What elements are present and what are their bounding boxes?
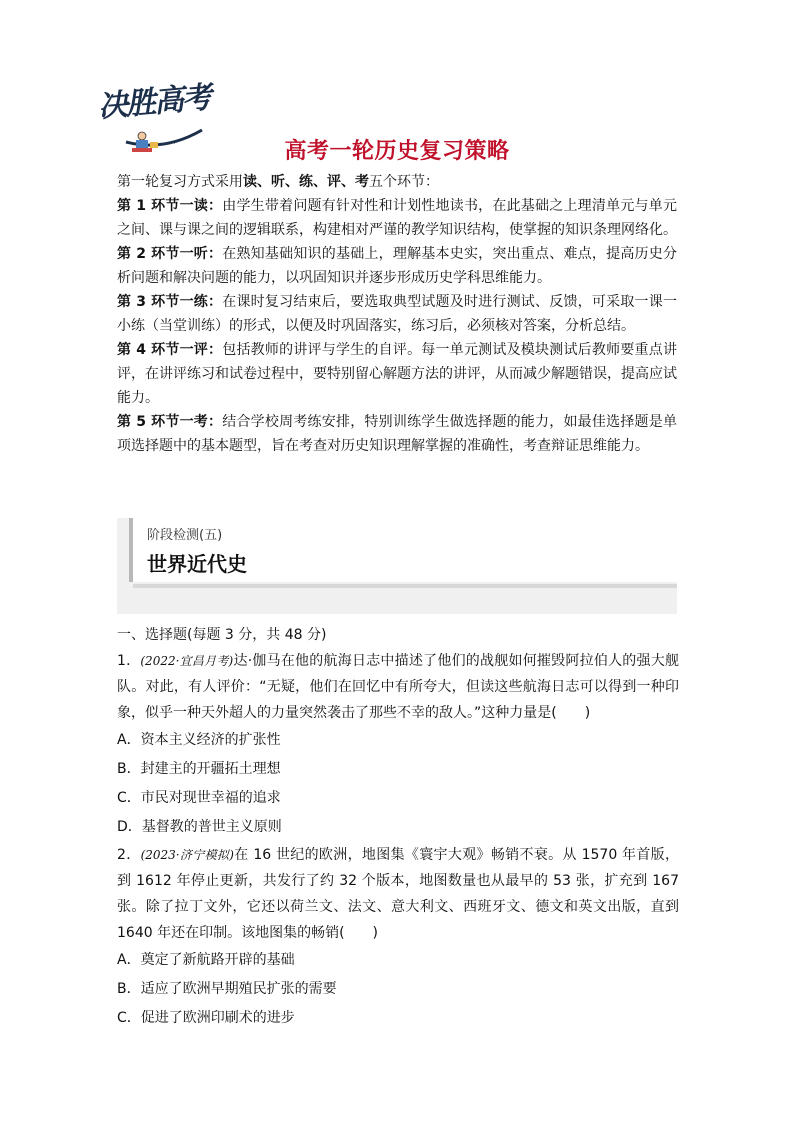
strategy-section — [117, 170, 677, 458]
banner-subtitle: 阶段检测(五) — [147, 528, 223, 543]
question-source: (2022·宜昌月考) — [140, 654, 234, 668]
answer-option: A．奠定了新航路开辟的基础 — [117, 952, 295, 968]
intro-paragraph — [117, 170, 677, 194]
answer-option: C．市民对现世幸福的追求 — [117, 790, 281, 806]
step-paragraph — [117, 194, 677, 242]
step-text: 包括教师的讲评与学生的自评。每一单元测试及模块测试后教师要重点讲评，在讲评练习和试卷过程中，要特别留心解题方法的讲评，从而减少解题错误，提高应试能力。 — [117, 342, 677, 406]
step-paragraph — [117, 410, 677, 458]
answer-option: B．适应了欧洲早期殖民扩张的需要 — [117, 981, 337, 997]
page-title: 高考一轮历史复习策略 — [284, 139, 510, 164]
step-label: 第 4 环节一评： — [117, 342, 223, 358]
section-banner — [117, 518, 677, 614]
step-text: 结合学校周考练安排，特别训练学生做选择题的能力，如最佳选择题是单项选择题中的基本题型，旨在考查对历史知识理解掌握的准确性，考查辩证思维能力。 — [117, 414, 677, 454]
answer-option: B．封建主的开疆拓土理想 — [117, 761, 281, 777]
answer-option: A．资本主义经济的扩张性 — [117, 732, 281, 748]
banner-divider — [133, 584, 677, 588]
banner-card — [129, 518, 681, 582]
step-label: 第 3 环节一练： — [117, 294, 223, 310]
question-stem — [117, 648, 679, 726]
step-paragraph — [117, 242, 677, 290]
step-paragraph — [117, 338, 677, 410]
step-label: 第 2 环节一听： — [117, 246, 223, 262]
svg-text:· · · ·: · · · · — [162, 141, 176, 148]
step-label: 第 1 环节一读： — [117, 198, 223, 214]
question-number: 2． — [117, 847, 141, 863]
banner-heading: 世界近代史 — [147, 552, 247, 576]
question-stem — [117, 842, 679, 946]
step-text: 在熟知基础知识的基础上，理解基本史实，突出重点、难点，提高历史分析问题和解决问题的能力，以巩固知识并逐步形成历史学科思维能力。 — [117, 246, 677, 286]
section-heading: 一、选择题(每题 3 分，共 48 分) — [117, 627, 327, 643]
answer-option: C．促进了欧洲印刷术的进步 — [117, 1010, 295, 1026]
logo-text: 决胜高考 — [96, 80, 212, 125]
step-text: 由学生带着问题有针对性和计划性地读书，在此基础之上理清单元与单元之间、课与课之间的逻辑联系，构建相对严谨的教学知识结构，使掌握的知识条理网络化。 — [117, 198, 677, 238]
step-paragraph — [117, 290, 677, 338]
question-section — [117, 622, 679, 1033]
step-text: 在课时复习结束后，要选取典型试题及时进行测试、反馈，可采取一课一小练（当堂训练）的形式，以便及时巩固落实，练习后，必须核对答案，分析总结。 — [117, 294, 677, 334]
intro-suffix: 五个环节： — [369, 174, 439, 190]
intro-emphasis: 读、听、练、评、考 — [243, 174, 369, 190]
step-label: 第 5 环节一考： — [117, 414, 223, 430]
question-number: 1． — [117, 653, 141, 669]
question-text: 达·伽马在他的航海日志中描述了他们的战舰如何摧毁阿拉伯人的强大舰队。对此，有人评价：“无疑，他们在回忆中有所夸大，但读这些航海日志可以得到一种印象，似乎一种天外超人的力量突然袭击了那些不幸的敌人。”这种力量是( ) — [117, 653, 679, 721]
question-source: (2023·济宁模拟) — [140, 848, 234, 862]
question-text: 在 16 世纪的欧洲，地图集《寰宇大观》畅销不衰。从 1570 年首版，到 1612 年停止更新，共发行了约 32 个版本，地图数量也从最早的 53 张，扩充到 167 张。除了拉丁文外，它还以荷兰文、法文、意大利文、西班牙文、德文和英文出版，直到 1640 年还在印制。该地图集的畅销( ) — [117, 847, 679, 941]
intro-prefix: 第一轮复习方式采用 — [117, 174, 243, 190]
answer-option: D．基督教的普世主义原则 — [117, 819, 282, 835]
